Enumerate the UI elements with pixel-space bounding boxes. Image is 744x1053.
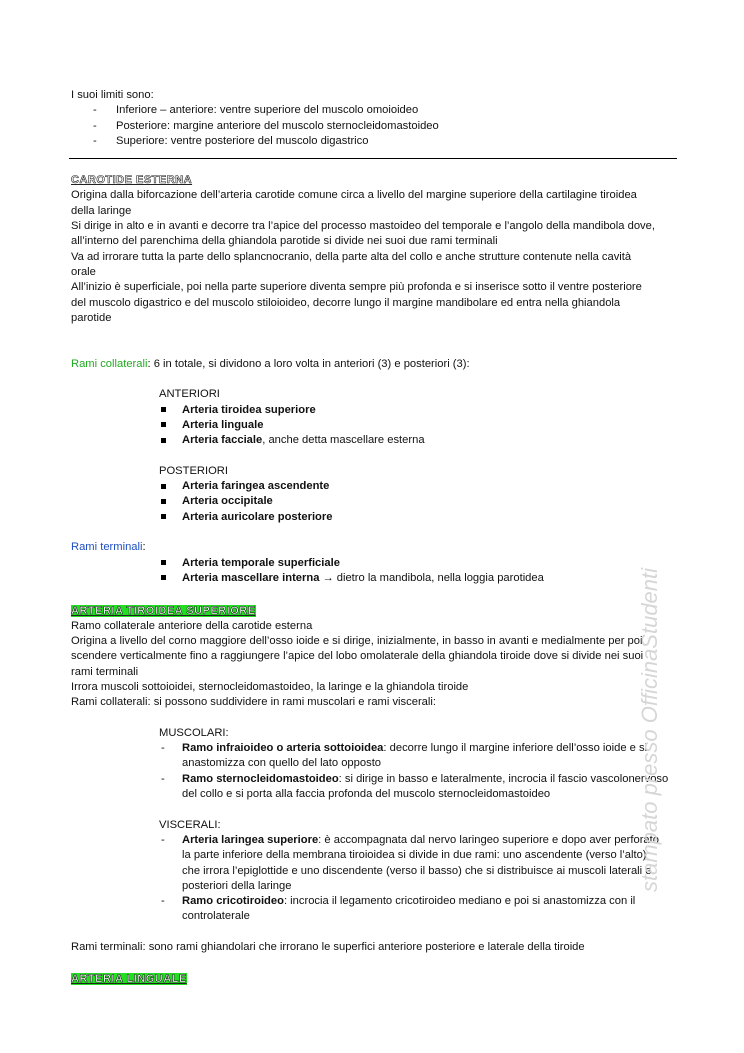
text-line: della laringe [71,204,132,217]
bold-term: Ramo sternocleidomastoideo [182,772,339,785]
bold-term: Arteria occipitale [182,495,273,508]
limits-intro: I suoi limiti sono: [71,89,154,101]
text-line: all’interno del parenchima della ghiandola parotide si divide nei suoi due rami terminali [71,235,498,248]
list-item [159,741,681,756]
heading-arteria-tiroidea-superiore: ARTERIA TIROIDEA SUPERIORE [71,604,256,617]
dash-bullet: - [93,119,97,132]
horizontal-rule [69,158,677,159]
list-item [71,134,681,149]
item-text: , anche detta mascellare esterna [262,434,425,447]
list-item-text: Superiore: ventre posteriore del muscolo digastrico [116,134,369,147]
list-item [71,119,681,134]
text-line: del muscolo digastrico e del muscolo stiloioideo, decorre lungo il margine mandibolare ed entra nella ghiandola [71,296,621,309]
square-bullet [161,479,166,494]
square-bullet [161,433,166,448]
text-line: Va ad irrorare tutta la parte dello splancnocranio, della parte alta del collo e anche strutture contenute nella cavità [71,250,632,263]
bold-term: Arteria linguale [182,418,264,431]
list-item [159,772,681,787]
bold-term: Arteria laringea superiore [182,833,319,846]
list-item [159,418,681,433]
list-item [71,103,681,118]
bold-term: Arteria facciale [182,434,263,447]
list-item-continuation: anastomizza con quello del lato opposto [182,757,382,770]
document-body [71,88,681,987]
group-title: VISCERALI: [159,818,221,831]
list-item-continuation: controlaterale [182,910,250,923]
text-line: Ramo collaterale anteriore della carotide esterna [71,619,313,632]
square-bullet [161,510,166,525]
dash-bullet: - [161,742,165,755]
list-item-continuation: che irrora l’epiglottide e uno discendente (verso il basso) che si distribuisce ai muscoli laterali e [182,864,652,877]
list-item [159,403,681,418]
carotide-paragraph [71,188,681,326]
text-line: rami terminali [71,665,139,678]
list-item [159,894,681,909]
text-line: Irrora muscoli sottoioidei, sternocleidomastoideo, la laringe e la ghiandola tiroide [71,680,469,693]
square-bullet [161,556,166,571]
dash-bullet: - [161,895,165,908]
anteriori-group [159,387,681,525]
text-line: orale [71,265,96,278]
list-item-continuation: posteriori della laringe [182,879,292,892]
label: Rami collaterali [71,357,148,370]
text-line: Origina a livello del corno maggiore dell’osso ioide e si dirige, inizialmente, in basso in avanti e medialmente per poi [71,635,643,648]
list-item [159,479,681,494]
text-line: All’inizio è superficiale, poi nella parte superiore diventa sempre più profonda e si inserisce sotto il ventre posteriore [71,281,642,294]
list-item-continuation: del collo e si porta alla faccia profonda del muscolo sternocleidomastoideo [182,788,551,801]
item-text: : è accompagnata dal nervo laringeo superiore e dopo aver perforato [318,833,659,846]
text-line: Origina dalla biforcazione dell’arteria carotide comune circa a livello del margine superiore della cartilagine tiroidea [71,189,637,202]
text-line: Si dirige in alto e in avanti e decorre tra l’apice del processo mastoideo del temporale e l’angolo della mandibola dove, [71,220,655,233]
dash-bullet: - [93,134,97,147]
heading-carotide-esterna: CAROTIDE ESTERNA [71,174,193,187]
label: Rami terminali [71,541,143,554]
bold-term: Arteria tiroidea superiore [182,403,316,416]
text-line: Rami collaterali: si possono suddividere in rami muscolari e rami viscerali: [71,696,436,709]
square-bullet [161,418,166,433]
square-bullet [161,403,166,418]
item-text: dietro la mandibola, nella loggia parotidea [333,571,544,584]
tiroidea-paragraph [71,619,681,711]
list-item [159,433,681,448]
list-item [159,571,681,586]
square-bullet [161,571,166,586]
list-item-text: Posteriore: margine anteriore del muscolo sternocleidomastoideo [116,119,439,132]
item-text: : incrocia il legamento cricotiroideo mediano e poi si anastomizza con il [283,895,636,908]
arrow-right-icon: → [322,571,334,584]
bold-term: Arteria auricolare posteriore [182,510,333,523]
tiroidea-rami-terminali: Rami terminali: sono rami ghiandolari che irrorano le superfici anteriore posteriore e laterale della tiroide [71,941,585,954]
list-item [159,494,681,509]
bold-term: Arteria mascellare interna [182,571,320,584]
rami-collaterali [71,357,681,372]
group-title: ANTERIORI [159,388,220,401]
item-text: : si dirige in basso e lateralmente, incrocia il fascio vascolonervoso [338,772,669,785]
list-item [159,556,681,571]
group-title: MUSCOLARI: [159,726,229,739]
rami-terminali [71,540,681,555]
text: : [142,541,146,554]
watermark: stampato presso OfficinaStudenti [637,567,662,893]
text: : 6 in totale, si dividono a loro volta in anteriori (3) e posteriori (3): [147,357,470,370]
heading-arteria-linguale: ARTERIA LINGUALE [71,972,187,985]
bold-term: Arteria faringea ascendente [182,480,330,493]
text-line: parotide [71,311,112,324]
group-title: POSTERIORI [159,464,228,477]
bold-term: Ramo infraioideo o arteria sottoioidea [182,742,384,755]
square-bullet [161,494,166,509]
list-item [159,833,681,848]
dash-bullet: - [161,772,165,785]
text-line: scendere verticalmente fino a raggiungere l’apice del lobo omolaterale della ghiandola tiroide dove si divide nei suoi [71,650,644,663]
item-text: : decorre lungo il margine inferiore dell’osso ioide e si [383,742,648,755]
bold-term: Ramo cricotiroideo [182,895,284,908]
bold-term: Arteria temporale superficiale [182,556,340,569]
list-item-text: Inferiore – anteriore: ventre superiore del muscolo omoioideo [116,104,419,117]
dash-bullet: - [161,833,165,846]
list-item [159,510,681,525]
list-item-continuation: la parte inferiore della membrana tiroioidea si divide in due rami: uno ascendente (verso l’alto) [182,849,647,862]
dash-bullet: - [93,104,97,117]
